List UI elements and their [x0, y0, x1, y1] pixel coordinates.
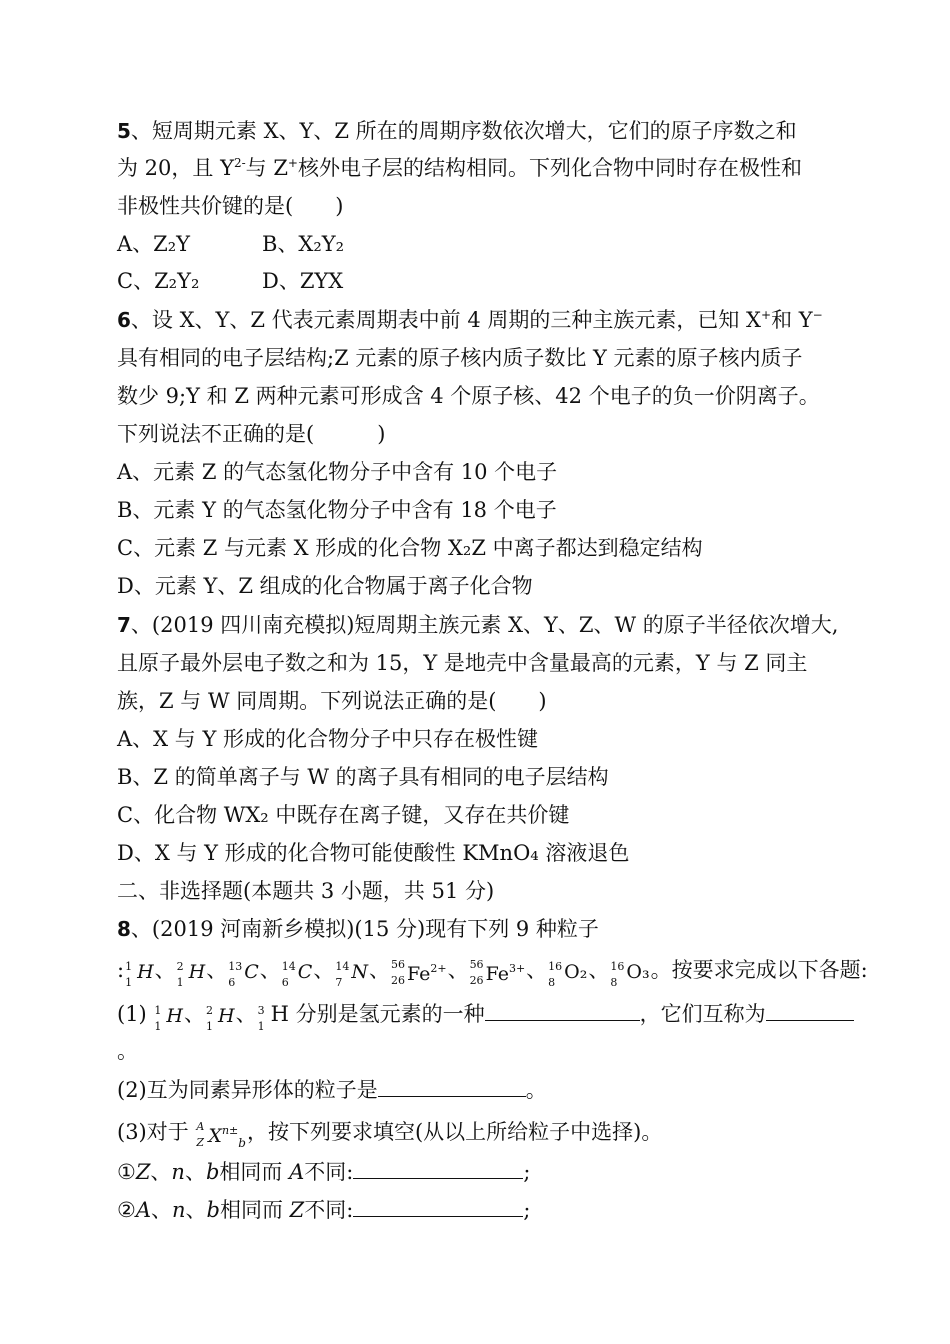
atomic-number: 1 — [154, 1020, 162, 1033]
q7-number: 7 — [117, 613, 131, 637]
q5-option-b: B、X₂Y₂ — [262, 232, 345, 256]
separator: 、 — [184, 1002, 205, 1026]
mass-number: 16 — [610, 960, 625, 973]
q5-text-2c: 核外电子层的结构相同。下列化合物中同时存在极性和 — [297, 156, 802, 180]
element-symbol: H — [218, 1005, 235, 1027]
ion-charge: 3+ — [508, 962, 526, 975]
atomic-number: 26 — [469, 974, 484, 987]
separator: 、 — [313, 958, 335, 982]
element-symbol: Fe — [485, 963, 509, 985]
q8-part-2-text: (2)互为同素异形体的粒子是 — [117, 1078, 378, 1102]
sep: 、 — [184, 1160, 206, 1184]
q7-option-c: C、化合物 WX₂ 中既存在离子键，又存在共价键 — [117, 803, 570, 827]
q5-text-1: 、短周期元素 X、Y、Z 所在的周期序数依次增大，它们的原子序数之和 — [130, 119, 797, 143]
element-symbol: H — [166, 1005, 183, 1027]
var-b: b — [205, 1160, 220, 1184]
nuclide-symbol — [206, 1000, 235, 1031]
circled-2: ② — [117, 1198, 136, 1222]
q8-sub-1-text: 相同而 — [219, 1160, 290, 1184]
nuclide-symbol — [177, 956, 206, 987]
mass-number: 16 — [548, 960, 563, 973]
answer-blank-1[interactable] — [485, 998, 640, 1021]
gen-z-var: Z — [196, 1136, 205, 1149]
element-symbol: C — [297, 961, 313, 983]
q5-number: 5 — [117, 119, 131, 143]
nuclide-symbol — [228, 956, 259, 987]
mass-number: 3 — [257, 1004, 265, 1017]
nuclide-symbol — [470, 954, 526, 989]
q5-option-c: C、Z₂Y₂ — [117, 269, 200, 293]
gen-pm: ± — [229, 1124, 239, 1137]
q6-line-4: 下列说法不正确的是( ) — [117, 422, 386, 446]
mass-number: 1 — [154, 1004, 162, 1017]
q6-line-1 — [117, 305, 823, 335]
q8-nuclide-line — [117, 954, 868, 989]
q7-line-1 — [117, 610, 838, 640]
sep: 、 — [151, 1198, 172, 1222]
q5-sup-2: + — [287, 156, 298, 170]
q8-part-3-text: ，按下列要求填空(从以上所给粒子中选择)。 — [246, 1120, 663, 1144]
mass-number: 56 — [390, 958, 405, 971]
q6-number: 6 — [117, 308, 131, 332]
sep: 、 — [185, 1198, 207, 1222]
var-a: A — [135, 1198, 151, 1222]
q6-option-a: A、元素 Z 的气态氢化物分子中含有 10 个电子 — [117, 460, 558, 484]
var-n: n — [172, 1198, 186, 1222]
separator: 、 — [368, 958, 390, 982]
mass-number: 14 — [281, 960, 296, 973]
element-symbol: N — [351, 961, 368, 983]
q6-option-b: B、元素 Y 的气态氢化物分子中含有 18 个电子 — [117, 498, 557, 522]
atomic-number: 1 — [206, 1020, 213, 1033]
gen-b: b — [238, 1136, 246, 1151]
atomic-number: 1 — [176, 976, 184, 989]
q8-part-1-end: 。 — [117, 1039, 138, 1063]
general-nuclide-symbol — [196, 1116, 246, 1151]
q8-sub-1-text-2: 不同: — [304, 1160, 354, 1184]
circled-1: ① — [117, 1160, 136, 1184]
nuclide-symbol — [335, 956, 368, 987]
nuclide-symbol — [548, 956, 587, 987]
separator: 、 — [235, 1002, 257, 1026]
q8-number: 8 — [117, 917, 131, 941]
q8-part-1-label: (1) — [117, 1002, 154, 1026]
sep: 、 — [150, 1160, 172, 1184]
gen-mass-var: A — [196, 1120, 205, 1133]
separator: 、 — [526, 958, 548, 982]
q7-option-a: A、X 与 Y 形成的化合物分子中只存在极性键 — [117, 727, 539, 751]
mass-number: 13 — [228, 960, 243, 973]
q5-line-2 — [117, 153, 802, 183]
nuclide-symbol — [125, 956, 154, 987]
gen-sym: X — [208, 1125, 222, 1147]
atomic-number: 6 — [228, 976, 236, 989]
q8-colon: : — [117, 958, 125, 982]
q6-option-d: D、元素 Y、Z 组成的化合物属于离子化合物 — [117, 574, 533, 598]
q5-text-2b: 与 Z — [245, 156, 288, 180]
element-symbol: O₃ — [626, 961, 650, 983]
nuclide-symbol — [258, 1000, 270, 1031]
q7-option-b: B、Z 的简单离子与 W 的离子具有相同的电子层结构 — [117, 765, 609, 789]
q5-sup-1: 2- — [233, 156, 246, 170]
q8-part-3 — [117, 1116, 662, 1151]
q8-line-1 — [117, 914, 599, 944]
separator: 、 — [206, 958, 228, 982]
element-symbol: Fe — [406, 963, 431, 985]
atomic-number: 26 — [390, 974, 405, 987]
q5-line-3: 非极性共价键的是( ) — [117, 194, 344, 218]
atomic-number: 1 — [257, 1020, 265, 1033]
q6-line-3: 数少 9;Y 和 Z 两种元素可形成含 4 个原子核、42 个电子的负一价阴离子。 — [117, 384, 820, 408]
gen-n: n — [221, 1124, 230, 1137]
q8-text-1: 、(2019 河南新乡模拟)(15 分)现有下列 9 种粒子 — [130, 917, 599, 941]
atomic-number: 1 — [125, 976, 133, 989]
var-z: Z — [289, 1198, 305, 1222]
gen-charge — [222, 1124, 238, 1137]
separator: 、 — [588, 958, 610, 982]
hydrogen-isotopes — [153, 1002, 270, 1033]
q6-text-1b: 和 Y — [771, 308, 813, 332]
q8-part-3-label: (3)对于 — [117, 1120, 196, 1144]
mass-number: 14 — [335, 960, 350, 973]
q7-text-1: 、(2019 四川南充模拟)短周期主族元素 X、Y、Z、W 的原子半径依次增大, — [130, 613, 839, 637]
q7-line-3: 族，Z 与 W 同周期。下列说法正确的是( ) — [117, 689, 547, 713]
mass-number: 2 — [206, 1004, 213, 1017]
mass-number: 1 — [125, 960, 133, 973]
q8-part-1 — [117, 998, 854, 1031]
element-symbol: H — [188, 961, 206, 983]
atomic-number: 8 — [548, 976, 556, 989]
var-n: n — [171, 1160, 185, 1184]
q8-sub-2-text: 相同而 — [219, 1198, 290, 1222]
nuclide-symbol — [282, 956, 313, 987]
mass-number: 2 — [176, 960, 184, 973]
q8-part-1-text-2: ，它们互称为 — [639, 1002, 766, 1026]
element-symbol: H — [137, 961, 154, 983]
q6-sup-1: + — [761, 308, 772, 322]
q8-part-2-end: 。 — [525, 1078, 547, 1102]
answer-blank-3[interactable] — [378, 1074, 526, 1097]
q8-sub-2-text-2: 不同: — [304, 1198, 354, 1222]
q7-line-2: 且原子最外层电子数之和为 15，Y 是地壳中含量最高的元素，Y 与 Z 同主 — [117, 651, 808, 675]
q5-text-2a: 为 20，且 Y — [117, 156, 234, 180]
q8-sub-1-end: ; — [523, 1160, 531, 1184]
q5-option-a: A、Z₂Y — [117, 232, 191, 256]
q8-sub-2-end: ; — [523, 1198, 531, 1222]
element-symbol: C — [244, 961, 259, 983]
q7-option-d: D、X 与 Y 形成的化合物可能使酸性 KMnO₄ 溶液退色 — [117, 841, 630, 865]
answer-blank-2[interactable] — [766, 998, 854, 1021]
atomic-number: 8 — [610, 976, 618, 989]
section-2-heading: 二、非选择题(本题共 3 小题，共 51 分) — [117, 879, 495, 903]
q5-option-d: D、ZYX — [262, 269, 344, 293]
separator: 、 — [447, 958, 469, 982]
q5-line-1 — [117, 116, 797, 146]
q6-text-1a: 、设 X、Y、Z 代表元素周期表中前 4 周期的三种主族元素，已知 X — [130, 308, 762, 332]
q8-text-2-tail: 。按要求完成以下各题: — [650, 958, 868, 982]
nuclide-symbol — [154, 1000, 183, 1031]
atomic-number: 7 — [335, 976, 343, 989]
nuclide-symbol — [610, 956, 649, 987]
answer-blank-4[interactable] — [353, 1156, 523, 1179]
q6-option-c: C、元素 Z 与元素 X 形成的化合物 X₂Z 中离子都达到稳定结构 — [117, 536, 703, 560]
var-a: A — [289, 1160, 305, 1184]
nuclide-symbol — [391, 954, 447, 989]
var-b: b — [206, 1198, 220, 1222]
mass-number: 56 — [469, 958, 484, 971]
q6-line-2: 具有相同的电子层结构;Z 元素的原子核内质子数比 Y 元素的原子核内质子 — [117, 346, 803, 370]
q8-part-1-text: H 分别是氢元素的一种 — [270, 1002, 485, 1026]
ion-charge: 2+ — [430, 962, 447, 975]
q8-sub-1 — [117, 1156, 530, 1187]
q8-part-2 — [117, 1074, 547, 1105]
atomic-number: 6 — [281, 976, 289, 989]
var-z: Z — [135, 1160, 151, 1184]
separator: 、 — [154, 958, 176, 982]
separator: 、 — [259, 958, 281, 982]
q6-sup-2: − — [812, 308, 823, 322]
element-symbol: O₂ — [564, 961, 588, 983]
q8-sub-2 — [117, 1194, 530, 1225]
nuclide-list — [124, 958, 651, 989]
answer-blank-5[interactable] — [353, 1194, 523, 1217]
